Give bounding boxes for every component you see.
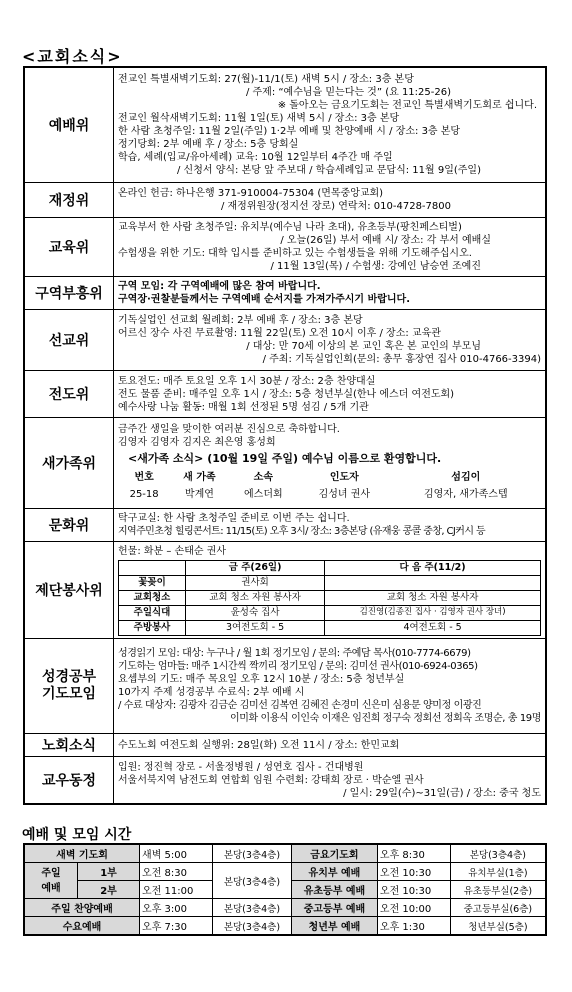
schedule-place: 유초등부실(2층) xyxy=(450,881,546,899)
altar-cell: 김진영(김종진 집사 · 김영자 권사 장녀) xyxy=(325,605,541,620)
section-worship xyxy=(24,67,546,183)
notice-line: 기도하는 엄마들: 매주 1시간씩 짝끼리 정기모임 / 문의: 김미선 권사(010-6924-0365) xyxy=(118,661,478,672)
schedule-place: 유치부실(1층) xyxy=(450,863,546,881)
section-label: 노회소식 xyxy=(24,734,114,757)
notice-line: / 주제: “예수님을 믿는다는 것” (요 11:25-26) xyxy=(245,87,451,98)
section-condolence xyxy=(24,757,546,805)
notice-line: 토요전도: 매주 토요일 오후 1시 30분 / 장소: 2층 찬양대실 xyxy=(118,375,376,387)
altar-cell: 주방봉사 xyxy=(119,620,186,635)
newfamily-header: 섬김이 xyxy=(451,472,481,483)
schedule-part: 1부 xyxy=(78,863,140,881)
altar-cell: 3여전도회 - 5 xyxy=(186,620,325,635)
section-label: 교육위 xyxy=(24,218,114,277)
notice-line: 구역 모임: 각 구역예배에 많은 참여 바랍니다. xyxy=(118,281,321,292)
schedule-place: 본당(3층4층) xyxy=(212,917,291,936)
section-label: 전도위 xyxy=(24,371,114,418)
notice-line: / 주최: 기독실업인회(문의: 총무 홍장연 집사 010-4766-3394) xyxy=(262,354,541,365)
schedule-time: 오전 10:30 xyxy=(377,863,450,881)
schedule-place: 본당(3층4층) xyxy=(212,863,291,899)
schedule-name: 수요예배 xyxy=(24,917,140,936)
notice-line: 수도노회 여전도회 실행위: 28일(화) 오전 11시 / 장소: 한민교회 xyxy=(118,739,400,751)
newfamily-header: 소속 xyxy=(253,472,273,483)
notice-line: 이미화 이용식 이인숙 이재은 임진희 정구숙 정회선 정회옥 조명순, 총 19명 xyxy=(229,713,541,724)
section-label xyxy=(24,639,114,734)
notice-line: 한 사람 초청주일: 11월 2일(주일) 1·2부 예배 및 찬양예배 시 / 장소: 3층 본당 xyxy=(118,126,461,137)
notice-line: 기독실업인 선교회 월례회: 2부 예배 후 / 장소: 3층 본당 xyxy=(118,315,363,326)
newfamily-banner: <새가족 소식> (10월 19일 주일) 예수님 이름으로 환영합니다. xyxy=(128,452,442,465)
section-newfamily xyxy=(24,418,546,509)
schedule-place: 본당(3층4층) xyxy=(212,899,291,917)
schedule-table xyxy=(23,843,547,936)
news-table xyxy=(23,66,547,805)
section-bible xyxy=(24,639,546,734)
notice-line: 구역장·권찰분들께서는 구역예배 순서지를 가져가주시기 바랍니다. xyxy=(118,294,411,305)
altar-cell: 주일식대 xyxy=(119,605,186,620)
notice-line: 정기당회: 2부 예배 후 / 장소: 5층 당회실 xyxy=(118,139,299,150)
schedule-name: 주일 찬양예배 xyxy=(24,899,140,917)
notice-line: 요셉부의 기도: 매주 목요일 오후 12시 10분 / 장소: 5층 청년부실 xyxy=(118,674,405,685)
altar-cell: 꽃꽂이 xyxy=(119,575,186,590)
newfamily-cell: 김영자, 새가족스텝 xyxy=(423,489,508,500)
schedule-time: 오후 8:30 xyxy=(377,844,450,863)
notice-line: 전교인 월삭새벽기도회: 11월 1일(토) 새벽 5시 / 장소: 3층 본당 xyxy=(118,113,400,124)
altar-cell xyxy=(325,575,541,590)
schedule-time: 오전 10:00 xyxy=(377,899,450,917)
schedule-part: 2부 xyxy=(78,881,140,899)
schedule-name: 청년부 예배 xyxy=(292,917,378,936)
altar-cell: 교회청소 xyxy=(119,590,186,605)
notice-line: 온라인 헌금: 하나은행 371-910004-75304 (면목중앙교회) xyxy=(118,188,384,199)
section-evangelism xyxy=(24,371,546,418)
section-label: 제단봉사위 xyxy=(24,542,114,639)
section-mission xyxy=(24,310,546,371)
notice-line: 학습, 세례(입교/유아세례) 교육: 10월 12일부터 4주간 매 주일 xyxy=(118,152,393,163)
section-label: 문화위 xyxy=(24,509,114,542)
section-label: 교우동정 xyxy=(24,757,114,805)
schedule-name: 중고등부 예배 xyxy=(292,899,378,917)
schedule-time: 오전 11:00 xyxy=(140,881,213,899)
notice-line: 수험생을 위한 기도: 대학 입시를 준비하고 있는 수험생들을 위해 기도해주십시오. xyxy=(118,248,472,259)
notice-line: / 수료 대상자: 김광자 김금순 김미선 김복연 김혜진 손경미 신은미 심용문 양미정 이광진 xyxy=(118,700,482,711)
schedule-name: 금요기도회 xyxy=(292,844,378,863)
altar-cell: 4여전도회 - 5 xyxy=(325,620,541,635)
schedule-place: 청년부실(5층) xyxy=(450,917,546,936)
newfamily-header: 번호 xyxy=(134,472,154,483)
altar-header xyxy=(119,560,186,575)
schedule-time: 새벽 5:00 xyxy=(140,844,213,863)
section-label: 새가족위 xyxy=(24,418,114,509)
altar-table xyxy=(118,560,541,636)
altar-header: 다 음 주(11/2) xyxy=(325,560,541,575)
section-finance xyxy=(24,183,546,218)
schedule-place: 중고등부실(6층) xyxy=(450,899,546,917)
schedule-time: 오후 3:00 xyxy=(140,899,213,917)
newfamily-cell: 에스더회 xyxy=(244,489,283,500)
altar-cell: 교회 청소 자원 봉사자 xyxy=(186,590,325,605)
schedule-name: 유초등부 예배 xyxy=(292,881,378,899)
notice-line: 전도 물품 준비: 매주일 오후 1시 / 장소: 5층 청년부실(한나 에스더 여전도회) xyxy=(118,388,455,400)
notice-line: 헌물: 화분 – 손태순 권사 xyxy=(118,545,227,557)
notice-line: 교육부서 한 사람 초청주일: 유치부(예수님 나라 초대), 유초등부(팡친페스티벌) xyxy=(118,222,462,233)
notice-line: 입원: 정진혁 장로 - 서울정병원 / 성연호 집사 - 건대병원 xyxy=(118,761,364,773)
section-label: 선교위 xyxy=(24,310,114,371)
altar-cell: 권사회 xyxy=(186,575,325,590)
notice-line: 예수사랑 나눔 활동: 매월 1회 선정된 5명 섬김 / 5개 기관 xyxy=(118,401,369,413)
section-education xyxy=(24,218,546,277)
schedule-time: 오전 10:30 xyxy=(377,881,450,899)
newfamily-table xyxy=(118,469,541,503)
section-label-text: 성경공부 기도모임 xyxy=(41,669,97,702)
notice-line: ※ 돌아오는 금요기도회는 전교인 특별새벽기도회로 쉽니다. xyxy=(277,100,537,111)
schedule-time: 오전 8:30 xyxy=(140,863,213,881)
notice-line: / 재정위원장(정지선 장로) 연락처: 010-4728-7800 xyxy=(220,201,451,212)
section-district xyxy=(24,277,546,310)
notice-line: / 대상: 만 70세 이상의 본 교인 혹은 본 교인의 부모님 xyxy=(246,341,481,352)
schedule-name xyxy=(24,863,78,899)
notice-line: 전교인 특별새벽기도회: 27(월)-11/1(토) 새벽 5시 / 장소: 3층 본당 xyxy=(118,74,414,85)
page-title: <교회소식> xyxy=(22,47,123,66)
notice-line: 지역주민초청 힐링콘서트: 11/15(토) 오후 3시/ 장소: 3층본당 (유재웅 콩콜 중창, CJ커시 등 xyxy=(118,526,486,537)
section-label: 예배위 xyxy=(24,67,114,183)
notice-line: 금주간 생일을 맞이한 여러분 진심으로 축하합니다. xyxy=(118,424,340,435)
altar-cell: 윤성숙 집사 xyxy=(186,605,325,620)
schedule-name: 새벽 기도회 xyxy=(24,844,140,863)
section-altar xyxy=(24,542,546,639)
notice-line: / 11월 13일(목) / 수험생: 강예인 남승연 조예진 xyxy=(270,261,481,272)
newfamily-header: 인도자 xyxy=(329,472,359,483)
newfamily-cell: 박계연 xyxy=(184,489,214,500)
schedule-place: 본당(3층4층) xyxy=(212,844,291,863)
schedule-name: 유치부 예배 xyxy=(292,863,378,881)
altar-cell: 교회 청소 자원 봉사자 xyxy=(325,590,541,605)
notice-line: 10가지 주제 성경공부 수료식: 2부 예배 시 xyxy=(118,687,305,698)
notice-line: 어르신 장수 사진 무료촬영: 11월 22일(토) 오전 10시 이후 / 장소: 교육관 xyxy=(118,328,441,339)
schedule-time: 오후 7:30 xyxy=(140,917,213,936)
notice-line: / 오늘(26일) 부서 예배 시/ 장소: 각 부서 예배실 xyxy=(280,235,491,246)
section-culture xyxy=(24,509,546,542)
schedule-title: 예배 및 모임 시간 xyxy=(22,827,132,843)
notice-line: 탁구교실: 한 사람 초청주일 준비로 이번 주는 쉽니다. xyxy=(118,513,350,524)
schedule-time: 오후 1:30 xyxy=(377,917,450,936)
notice-line: 성경읽기 모임: 대상: 누구나 / 월 1회 정기모임 / 문의: 주예담 목사(010-7774-6679) xyxy=(118,648,471,659)
newfamily-header: 새 가족 xyxy=(183,472,216,483)
notice-line: 서울서북지역 남전도회 연합회 임원 수련회: 강태희 장로 · 박순엘 권사 xyxy=(118,774,424,786)
newfamily-cell: 25-18 xyxy=(129,489,159,500)
section-label: 재정위 xyxy=(24,183,114,218)
schedule-name-line: 예배 xyxy=(41,882,61,894)
section-label: 구역부흥위 xyxy=(24,277,114,310)
schedule-name-line: 주일 xyxy=(41,867,61,879)
newfamily-cell: 김성녀 권사 xyxy=(318,489,371,500)
notice-line: / 일시: 29일(수)~31일(금) / 장소: 중국 청도 xyxy=(343,787,541,799)
notice-line: / 신청서 양식: 본당 앞 주보대 / 학습세례입교 문답식: 11월 9일(주일) xyxy=(177,165,481,176)
altar-header: 금 주(26일) xyxy=(186,560,325,575)
section-elder xyxy=(24,734,546,757)
notice-line: 김영자 김영자 김지은 최은영 홍성희 xyxy=(118,437,276,448)
schedule-place: 본당(3층4층) xyxy=(450,844,546,863)
